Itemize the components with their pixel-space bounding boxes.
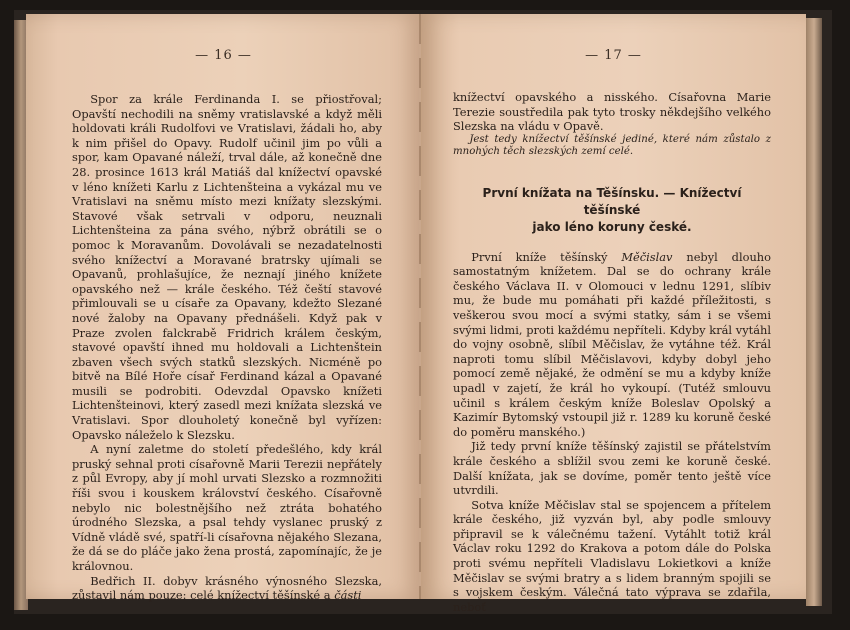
left-page [26,14,421,603]
right-page [421,14,806,614]
page-text [453,90,771,614]
paragraph: Již tedy první kníže těšínský zajistil se přátelstvím krále českého a sblížil svou zemi ke koruně české. Další knížata, jak se dovíme, poměr tento ještě více utvrdili. [453,439,771,498]
paragraph-text: nebyl dlouho samostatným knížetem. Dal se do ochrany krále českého Václava II. v Olomouci v lednu 1291, slíbiv mu, že bude mu pomáhati při každé příležitosti, s veškerou svou mocí a svými statky, sám i se všemi svými lidmi, proti každému nepříteli. Kdyby král vytáhl do vojny osobně, slíbil Měčislav, že vytáhne též. Král naproti tomu slíbil Měčislavovi, kdyby dobyl jeho pomocí země nějaké, že odmění se mu a kdyby kníže upadl v zajetí, že král ho vykoupí. (Tutéž smlouvu učinil s králem českým kníže Boleslav Opolský a Kazimír Bytomský vstoupil již r. 1289 ku koruně české do poměru manského.) [453,249,771,439]
italic-word: části [334,588,362,603]
page-edges-right [806,18,822,606]
paragraph: Sotva kníže Měčislav stal se spojencem a přítelem krále českého, již vyzván byl, aby podle smlouvy připravil se k válečnému tažení. Vytáhlt totiž král Václav roku 1292 do Krakova a potom dále do Polska proti svému nepříteli Vladislavu Lokietkovi a kníže Měčislav se svými bratry a s lidem branným spojili se s vojskem českým. Válečná tato výprava se zdařila, neboť [453,497,771,614]
page-number: — 17 — [585,48,642,63]
paragraph [72,574,382,603]
italic-note: Jest tedy knížectví těšínské jediné, které nám zůstalo z mnohých těch slezských zemí celé. [453,133,771,158]
heading-line: První knížata na Těšínsku. — Knížectví těšínské [482,185,742,217]
paragraph: knížectví opavského a nisského. Císařovna Marie Terezie soustředila pak tyto trosky někdejšího velkého Slezska na vládu v Opavě. [453,90,771,134]
paragraph: A nyní zaletme do století předešlého, kdy král pruský sehnal proti císařovně Marii Terezii nepřátely z půl Evropy, aby jí mohl urvati Slezsko a rozmnožiti říši svou i kouskem království českého. Císařovně nebylo nic bolestnějšího než ztráta bohatého úrodného Slezska, a psal tehdy vyslanec pruský z Vídně vládě své, spatří-li císařovna nějakého Slezana, že dá se do pláče jako žena prostá, zapomínajíc, že je královnou. [72,442,382,573]
heading-line: jako léno koruny české. [532,219,692,234]
paragraph: Spor za krále Ferdinanda I. se přiostřoval; Opavští nechodili na sněmy vratislavské a když měli holdovati králi Rudolfovi ve Vratislavi, žádali ho, aby k nim přišel do Opavy. Rudolf učinil jim po vůli a spor, kam Opavané náleží, trval dále, až konečně dne 28. prosince 1613 král Matiáš dal knížectví opavské v léno knížeti Karlu z Lichtenšteina a vykázal mu ve Vratislavi na sněmu místo mezi knížaty slezskými. Stavové však setrvali v odporu, neuznali Lichtenšteina za pána svého, nýbrž obrátili se o pomoc k Moravanům. Dovolávali se nezadatelnosti svého knížectví a Moravané bratrsky ujímali se Opavanů, prohlašujíce, že neznají jiného knížete opavského než — krále českého. Též čeští stavové přimlouvali se u císaře za Opavany, kdežto Slezané nové žaloby na Opavany přednášeli. Když pak v Praze zvolen falckrabě Fridrich králem českým, stavové opavští ihned mu holdovali a Lichtenštein zbaven všech svých statků slezských. Nicméně po bitvě na Bílé Hoře císař Ferdinand kázal a Opavané musili se podrobiti. Odevzdal Opavsko knížeti Lichtenšteinovi, který zasedl mezi knížata slezská ve Vratislavi. Spor dlouholetý konečně byl vyřízen: Opavsko náleželo k Slezsku. [72,92,382,442]
chapter-heading [453,185,771,236]
italic-name: Měčislav [621,249,673,264]
paragraph-text: Bedřich II. dobyv krásného výnosného Slezska, zůstavil nám pouze: celé knížectví těšínské a [72,573,382,603]
paragraph-text: První kníže těšínský [471,249,608,264]
page-number: — 16 — [195,48,252,63]
page-text [72,92,382,603]
paragraph [453,250,771,440]
